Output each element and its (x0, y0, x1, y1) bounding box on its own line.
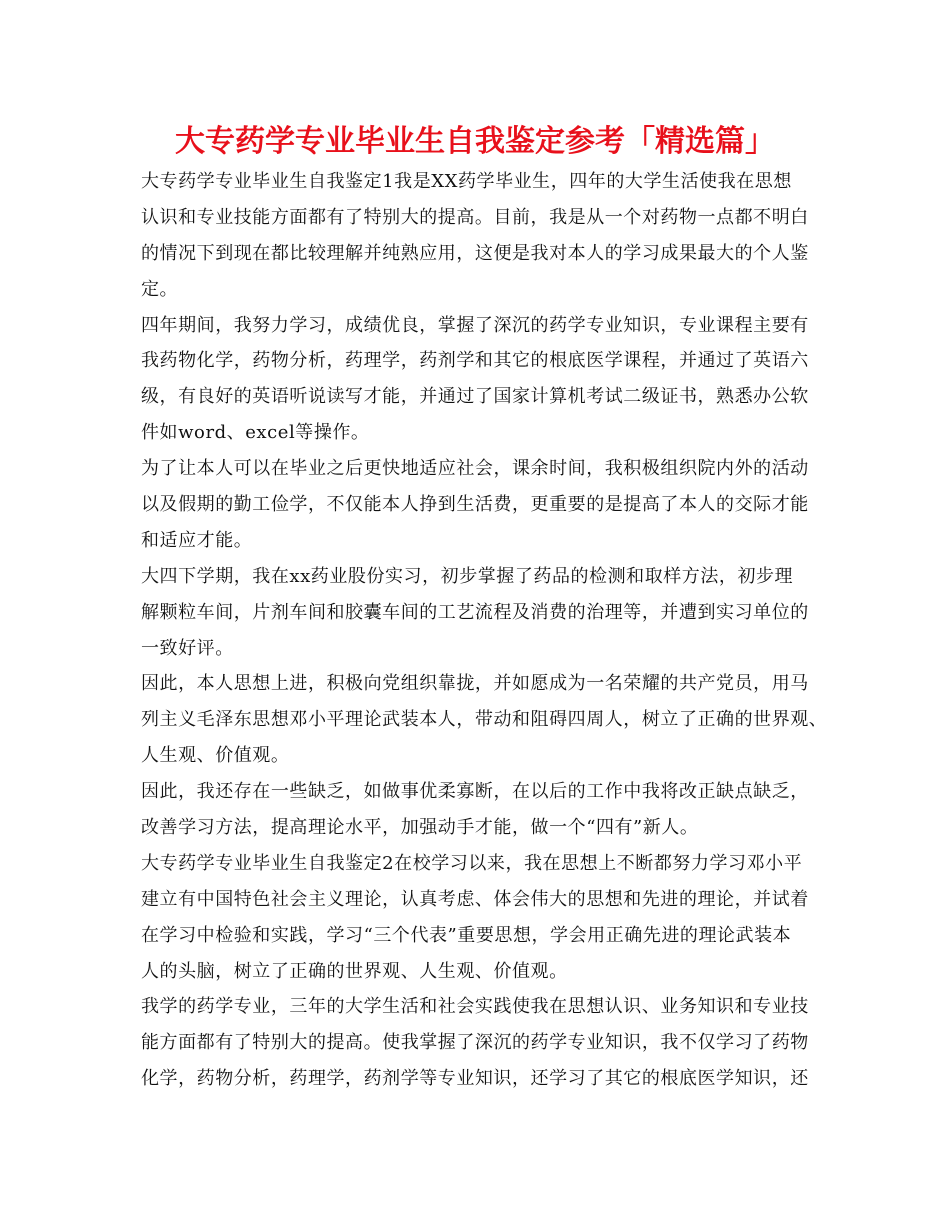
text-line: 人的头脑，树立了正确的世界观、人生观、价值观。 (141, 960, 568, 982)
text-line: 四年期间，我努力学习，成绩优良，掌握了深沉的药学专业知识，专业课程主要有 (141, 314, 809, 336)
text-line: 的情况下到现在都比较理解并纯熟应用，这便是我对本人的学习成果最大的个人鉴 (141, 242, 809, 264)
text-line: 人生观、价值观。 (141, 745, 290, 767)
text-line: 大四下学期，我在xx药业股份实习，初步掌握了药品的检测和取样方法，初步理 (141, 565, 794, 587)
document-body (141, 164, 828, 1097)
text-line: 因此，我还存在一些缺乏，如做事优柔寡断，在以后的工作中我将改正缺点缺乏， (141, 781, 809, 803)
text-line: 级，有良好的英语听说读写才能，并通过了国家计算机考试二级证书，熟悉办公软 (141, 386, 809, 408)
text-line: 化学，药物分析，药理学，药剂学等专业知识，还学习了其它的根底医学知识，还 (141, 1068, 809, 1090)
text-line: 列主义毛泽东思想邓小平理论武装本人，带动和阻碍四周人，树立了正确的世界观、 (141, 709, 828, 731)
text-line: 大专药学专业毕业生自我鉴定2在校学习以来，我在思想上不断都努力学习邓小平 (141, 852, 803, 874)
text-line: 建立有中国特色社会主义理论，认真考虑、体会伟大的思想和先进的理论，并试着 (141, 888, 809, 910)
text-line: 改善学习方法，提高理论水平，加强动手才能，做一个“四有”新人。 (141, 817, 699, 839)
text-line: 因此，本人思想上进，积极向党组织靠拢，并如愿成为一名荣耀的共产党员，用马 (141, 673, 809, 695)
text-line: 以及假期的勤工俭学，不仅能本人挣到生活费，更重要的是提高了本人的交际才能 (141, 494, 809, 516)
document-title: 大专药学专业毕业生自我鉴定参考「精选篇」 (175, 124, 775, 159)
text-line: 为了让本人可以在毕业之后更快地适应社会，课余时间，我积极组织院内外的活动 (141, 458, 809, 480)
text-line: 大专药学专业毕业生自我鉴定1我是XX药学毕业生，四年的大学生活使我在思想 (141, 171, 792, 192)
text-line: 我学的药学专业，三年的大学生活和社会实践使我在思想认识、业务知识和专业技 (141, 996, 809, 1018)
text-line: 一致好评。 (141, 637, 234, 659)
text-line: 件如word、excel等操作。 (141, 422, 370, 444)
text-line: 在学习中检验和实践，学习“三个代表”重要思想，学会用正确先进的理论武装本 (141, 924, 792, 946)
text-line: 我药物化学，药物分析，药理学，药剂学和其它的根底医学课程，并通过了英语六 (141, 350, 809, 372)
text-line: 认识和专业技能方面都有了特别大的提高。目前，我是从一个对药物一点都不明白 (141, 206, 809, 228)
text-line: 和适应才能。 (141, 529, 253, 551)
text-line: 定。 (141, 278, 179, 300)
text-line: 能方面都有了特别大的提高。使我掌握了深沉的药学专业知识，我不仅学习了药物 (141, 1032, 809, 1054)
text-line: 解颗粒车间，片剂车间和胶囊车间的工艺流程及消费的治理等，并遭到实习单位的 (141, 601, 809, 623)
